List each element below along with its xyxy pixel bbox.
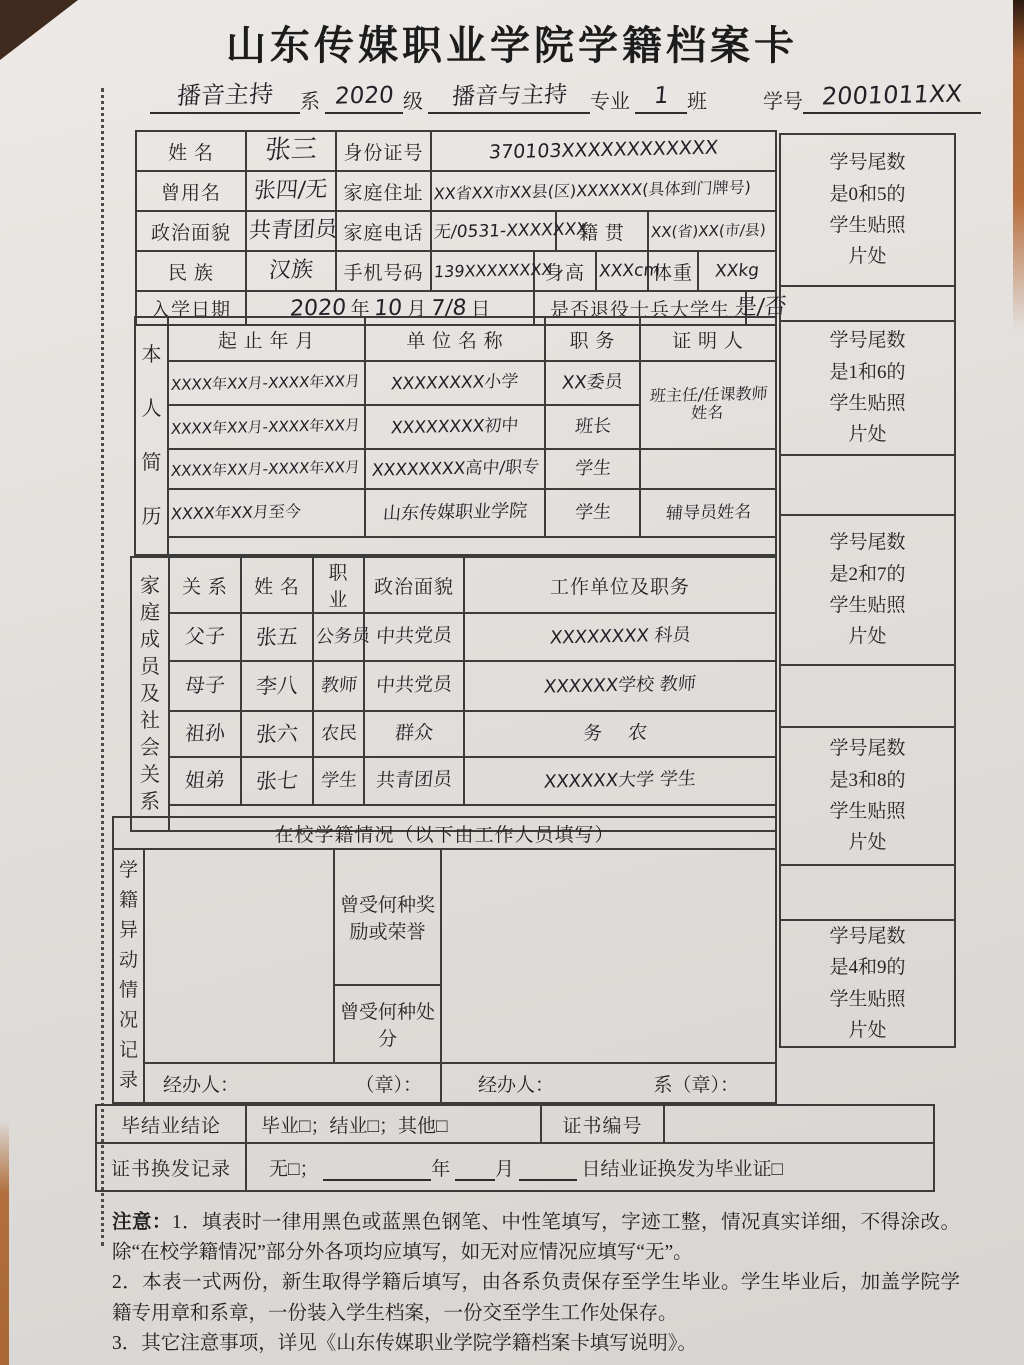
family-col-political: 政治面貌: [364, 557, 464, 613]
conclusion-label: 毕结业结论: [96, 1105, 246, 1143]
height-label: 身高: [534, 251, 596, 291]
cert-change-content: [246, 1143, 934, 1191]
enroll-day-suffix: 日: [471, 299, 491, 321]
resume-side-label: 本人简历: [135, 317, 168, 555]
class-label: 班: [687, 91, 707, 113]
family-relation: 祖孙: [169, 711, 241, 757]
grade-field: [325, 82, 403, 114]
family-name: 张七: [241, 757, 313, 805]
family-job: 学生: [313, 757, 364, 805]
dotted-cut-line: [101, 88, 104, 1246]
cert-change-none: 无□；: [269, 1158, 319, 1180]
veteran-value: 是/否: [746, 291, 776, 325]
page-title: 山东传媒职业学院学籍档案卡: [226, 23, 798, 68]
resume-col-unit: 单 位 名 称: [365, 317, 545, 361]
major-label: 专业: [590, 91, 630, 113]
handler-cell-left: [144, 1063, 441, 1103]
status-change-area-left: [144, 849, 334, 1063]
cert-change-rest: 日结业证换发为毕业证□: [581, 1158, 783, 1180]
bottom-rows-table: [95, 1104, 935, 1192]
resume-duty: 学生: [545, 489, 640, 537]
photo-spacer: [780, 865, 955, 920]
native-place-value: XX(省)XX(市/县): [648, 211, 776, 251]
family-relation: 姐弟: [169, 757, 241, 805]
major-value: 播音与主持: [450, 81, 568, 111]
address-value: XX省XX市XX县(区)XXXXXX(具体到门牌号): [431, 171, 776, 211]
resume-unit: XXXXXXXX初中: [365, 405, 545, 449]
resume-col-witness: 证 明 人: [640, 317, 776, 361]
veteran-label: 是否退役士兵大学生: [534, 291, 746, 325]
note-item: 注意：1．填表时一律用黑色或蓝黑色钢笔、中性笔填写，字迹工整，情况真实详细，不得涂改。除“在校学籍情况”部分外各项均应填写，如无对应情况应填写“无”。: [112, 1212, 960, 1264]
note-item: 3．其它注意事项，详见《山东传媒职业学院学籍档案卡填写说明》。: [112, 1332, 698, 1354]
cert-no-label: 证书编号: [541, 1105, 664, 1143]
family-workplace: XXXXXXXX 科员: [464, 613, 776, 661]
dept-value: 播音主持: [175, 79, 275, 111]
punish-label: 曾受何种处分: [334, 985, 441, 1063]
resume-row: [135, 489, 776, 537]
name-value: 张三: [246, 131, 336, 171]
family-row: [131, 711, 776, 757]
family-political: 共青团员: [364, 757, 464, 805]
family-job: 农民: [313, 711, 364, 757]
notes-block: [112, 1208, 960, 1359]
id-value: 370103XXXXXXXXXXXX: [431, 131, 776, 171]
resume-unit: XXXXXXXX高中/职专: [365, 449, 545, 489]
note-item: 2．本表一式两份，新生取得学籍后填写，由各系负责保存至学生毕业。学生毕业后，加盖学院学籍专用章和系章，一份装入学生档案，一份交至学生工作处保存。: [112, 1272, 960, 1324]
id-label: 身份证号: [336, 131, 431, 171]
family-col-relation: 关 系: [169, 557, 241, 613]
student-no-label: 学号: [763, 91, 803, 113]
mobile-label: 手机号码: [336, 251, 431, 291]
resume-col-period: 起 止 年 月: [168, 317, 365, 361]
family-side-label: 家庭成员及社会关系: [131, 557, 169, 831]
handler-cell-right: [441, 1063, 776, 1103]
cert-change-year-label: 年: [431, 1158, 451, 1180]
former-name-label: 曾用名: [136, 171, 246, 211]
native-place-label: 籍 贯: [556, 211, 648, 251]
dept-field: [150, 79, 300, 114]
grade-value: 2020: [333, 82, 395, 110]
resume-witness: [640, 449, 776, 489]
dept-label: 系: [300, 91, 320, 113]
resume-witness: 辅导员姓名: [640, 489, 776, 537]
family-political: 中共党员: [364, 613, 464, 661]
enroll-month: 10: [373, 296, 404, 322]
desk-edge-left: [0, 1120, 9, 1365]
family-workplace: 务 农: [464, 711, 776, 757]
family-table: [130, 556, 777, 832]
resume-unit: XXXXXXXX小学: [365, 361, 545, 405]
family-job: 教师: [313, 661, 364, 711]
enroll-day: 7/8: [429, 295, 468, 322]
resume-duty: 班长: [545, 405, 640, 449]
family-name: 李八: [241, 661, 313, 711]
family-job: 公务员: [313, 613, 364, 661]
height-value: XXXcm: [596, 251, 648, 291]
seal-label-right: 系（章）：: [653, 1074, 740, 1096]
family-row: [131, 613, 776, 661]
enroll-year-suffix: 年: [350, 299, 370, 321]
political-label: 政治面貌: [136, 211, 246, 251]
enroll-date-label: 入学日期: [136, 291, 246, 325]
photo-spacer: [780, 286, 955, 321]
cert-change-year-blank: [323, 1155, 431, 1181]
political-value: 共青团员: [246, 211, 336, 251]
header-line: [150, 79, 964, 114]
resume-period: XXXX年XX月-XXXX年XX月: [168, 361, 365, 405]
former-name-value: 张四/无: [246, 171, 336, 211]
family-col-job: 职 业: [313, 557, 364, 613]
resume-row: [135, 361, 776, 405]
cert-change-label: 证书换发记录: [96, 1143, 246, 1191]
seal-label-left: （章）：: [355, 1074, 422, 1096]
family-col-workplace: 工作单位及职务: [464, 557, 776, 613]
resume-duty: XX委员: [545, 361, 640, 405]
photo-spacer: [780, 665, 955, 727]
resume-unit: 山东传媒职业学院: [365, 489, 545, 537]
resume-row: [135, 449, 776, 489]
resume-period: XXXX年XX月至今: [168, 489, 365, 537]
grade-label: 级: [403, 91, 423, 113]
family-row: [131, 757, 776, 805]
family-relation: 父子: [169, 613, 241, 661]
family-political: 中共党员: [364, 661, 464, 711]
address-label: 家庭住址: [336, 171, 431, 211]
home-phone-value: 无/0531-XXXXXXX: [431, 211, 556, 251]
status-table: [112, 816, 777, 1104]
notes-label: 注意：: [112, 1212, 172, 1233]
family-political: 群众: [364, 711, 464, 757]
desk-edge-right: [1013, 0, 1024, 330]
resume-witness: 班主任/任课教师 姓名: [640, 361, 776, 449]
resume-period: XXXX年XX月-XXXX年XX月: [168, 405, 365, 449]
status-side-label: 学籍异动情况记录: [113, 849, 144, 1103]
handler-label-left: 经办人：: [163, 1074, 240, 1096]
photo-box-3-8: 学号尾数是3和8的学生贴照片处: [780, 727, 955, 865]
photo-column: [779, 133, 956, 1048]
family-relation: 母子: [169, 661, 241, 711]
family-row: [131, 661, 776, 711]
photo-box-1-6: 学号尾数是1和6的学生贴照片处: [780, 321, 955, 455]
resume-duty: 学生: [545, 449, 640, 489]
ethnic-value: 汉族: [246, 251, 336, 291]
mobile-value: 139XXXXXXXX: [431, 251, 534, 291]
home-phone-label: 家庭电话: [336, 211, 431, 251]
family-col-name: 姓 名: [241, 557, 313, 613]
resume-table: [134, 316, 777, 556]
photo-spacer: [780, 455, 955, 515]
conclusion-options: 毕业□；结业□；其他□: [246, 1105, 541, 1143]
family-name: 张六: [241, 711, 313, 757]
family-workplace: XXXXXX大学 学生: [464, 757, 776, 805]
family-workplace: XXXXXX学校 教师: [464, 661, 776, 711]
photo-box-2-7: 学号尾数是2和7的学生贴照片处: [780, 515, 955, 665]
resume-period: XXXX年XX月-XXXX年XX月: [168, 449, 365, 489]
ethnic-label: 民 族: [136, 251, 246, 291]
major-field: [428, 82, 590, 114]
basic-info-table: [135, 130, 788, 326]
cert-change-month-blank: [455, 1155, 495, 1181]
name-label: 姓 名: [136, 131, 246, 171]
award-label: 曾受何种奖励或荣誉: [334, 849, 441, 985]
photo-box-0-5: 学号尾数是0和5的学生贴照片处: [780, 134, 955, 286]
status-banner: 在校学籍情况（以下由工作人员填写）: [113, 817, 776, 849]
status-change-area-right: [441, 849, 776, 1063]
cert-change-day-blank: [519, 1155, 577, 1181]
handler-label-right: 经办人：: [478, 1074, 555, 1096]
student-no-field: [803, 79, 981, 114]
enroll-month-suffix: 月: [407, 299, 427, 321]
weight-value: XXkg: [698, 251, 776, 291]
resume-empty-row: [168, 537, 776, 555]
student-no-value: 2001011XX: [820, 79, 964, 111]
family-name: 张五: [241, 613, 313, 661]
photo-box-4-9: 学号尾数是4和9的学生贴照片处: [780, 920, 955, 1047]
class-value: 1: [652, 82, 670, 110]
enroll-year: 2020: [288, 295, 348, 322]
cert-no-value: [664, 1105, 934, 1143]
class-field: [635, 82, 687, 114]
resume-col-duty: 职 务: [545, 317, 640, 361]
cert-change-month-label: 月: [495, 1158, 515, 1180]
weight-label: 体重: [648, 251, 698, 291]
